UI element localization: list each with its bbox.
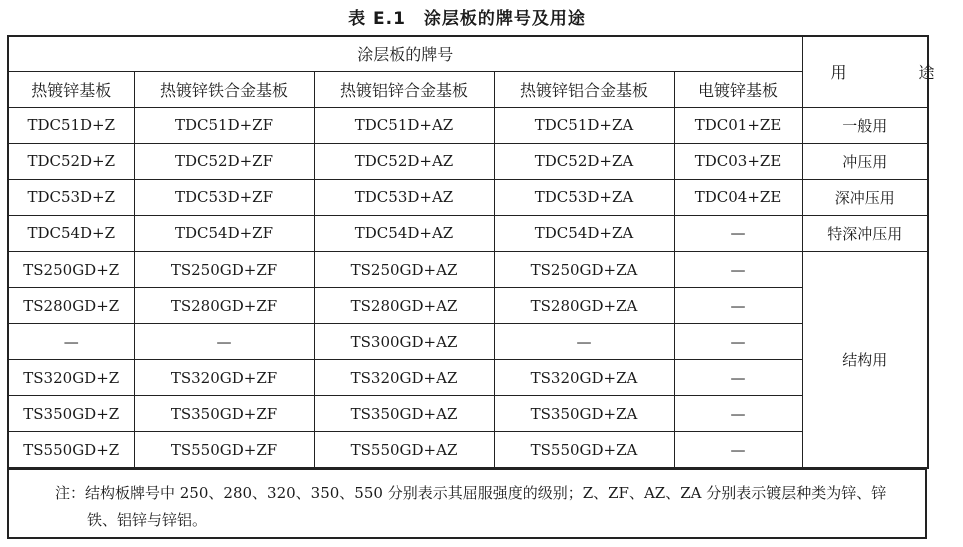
grade-cell: TDC52D+ZA [494,143,674,179]
use-cell: 特深冲压用 [802,215,928,251]
grade-cell: — [674,215,802,251]
grade-cell: TDC54D+AZ [314,215,494,251]
grade-cell: — [674,396,802,432]
grade-cell: TS350GD+Z [8,396,134,432]
grade-cell: TS320GD+AZ [314,360,494,396]
grade-cell: — [674,251,802,287]
table-row [8,288,928,324]
grade-cell: TS550GD+ZF [134,432,314,468]
grade-cell: TS320GD+ZF [134,360,314,396]
grade-cell: TS550GD+ZA [494,432,674,468]
grade-cell: TDC53D+AZ [314,179,494,215]
grade-cell: — [674,288,802,324]
table-note [7,469,927,539]
coated-sheet-grade-table [7,35,963,469]
grade-cell: TS280GD+ZF [134,288,314,324]
use-cell: 冲压用 [802,143,928,179]
grade-cell: TS280GD+Z [8,288,134,324]
grade-cell: TS550GD+Z [8,432,134,468]
grade-cell: TS350GD+ZA [494,396,674,432]
use-cell: 一般用 [802,107,928,143]
grade-cell: TDC51D+ZA [494,107,674,143]
grade-cell: TDC53D+ZF [134,179,314,215]
table-row [8,324,928,360]
grade-cell: TDC52D+ZF [134,143,314,179]
column-header: 电镀锌基板 [674,71,802,107]
table-row [8,143,928,179]
grade-cell: TS350GD+AZ [314,396,494,432]
grade-cell: TS320GD+ZA [494,360,674,396]
grade-cell: — [674,432,802,468]
grade-cell: TDC01+ZE [674,107,802,143]
column-header: 热镀铝锌合金基板 [314,71,494,107]
column-header: 热镀锌铁合金基板 [134,71,314,107]
use-header: 用 途 [802,36,928,107]
use-cell: 深冲压用 [802,179,928,215]
table-row [8,396,928,432]
grade-cell: TS250GD+Z [8,251,134,287]
table-row [8,432,928,468]
grade-cell: TS320GD+Z [8,360,134,396]
grade-cell: TDC54D+Z [8,215,134,251]
structural-use-cell: 结构用 [802,251,928,468]
grade-cell: — [674,360,802,396]
grade-cell: TDC52D+Z [8,143,134,179]
grade-cell: TS250GD+ZF [134,251,314,287]
grade-cell: TS280GD+AZ [314,288,494,324]
note-line-1: 注：结构板牌号中 250、280、320、350、550 分别表示其屈服强度的级别；Z、ZF、AZ、ZA 分别表示镀层种类为锌、锌 [55,484,887,502]
grade-cell: TDC04+ZE [674,179,802,215]
column-header: 热镀锌基板 [8,71,134,107]
grade-cell: TDC53D+ZA [494,179,674,215]
grade-cell: — [674,324,802,360]
grade-cell: TS300GD+AZ [314,324,494,360]
table-row [8,107,928,143]
table-row [8,251,928,287]
grade-cell: TS280GD+ZA [494,288,674,324]
grade-cell: TDC54D+ZA [494,215,674,251]
grade-cell: TDC51D+Z [8,107,134,143]
column-header: 热镀锌铝合金基板 [494,71,674,107]
note-line-2: 铁、铝锌与锌铝。 [87,511,208,529]
grade-cell: — [134,324,314,360]
grade-cell: TS350GD+ZF [134,396,314,432]
grade-cell: TDC52D+AZ [314,143,494,179]
table-title: 表 E.1 涂层板的牌号及用途 [348,9,586,29]
table-row [8,179,928,215]
grade-cell: TDC54D+ZF [134,215,314,251]
grade-cell: TDC53D+Z [8,179,134,215]
grade-cell: TS550GD+AZ [314,432,494,468]
table-row [8,360,928,396]
grade-cell: — [494,324,674,360]
grade-cell: TDC51D+ZF [134,107,314,143]
table-row [8,215,928,251]
grade-cell: TDC03+ZE [674,143,802,179]
grade-cell: TS250GD+AZ [314,251,494,287]
grade-cell: — [8,324,134,360]
grade-group-header: 涂层板的牌号 [8,36,802,71]
grade-cell: TS250GD+ZA [494,251,674,287]
grade-cell: TDC51D+AZ [314,107,494,143]
